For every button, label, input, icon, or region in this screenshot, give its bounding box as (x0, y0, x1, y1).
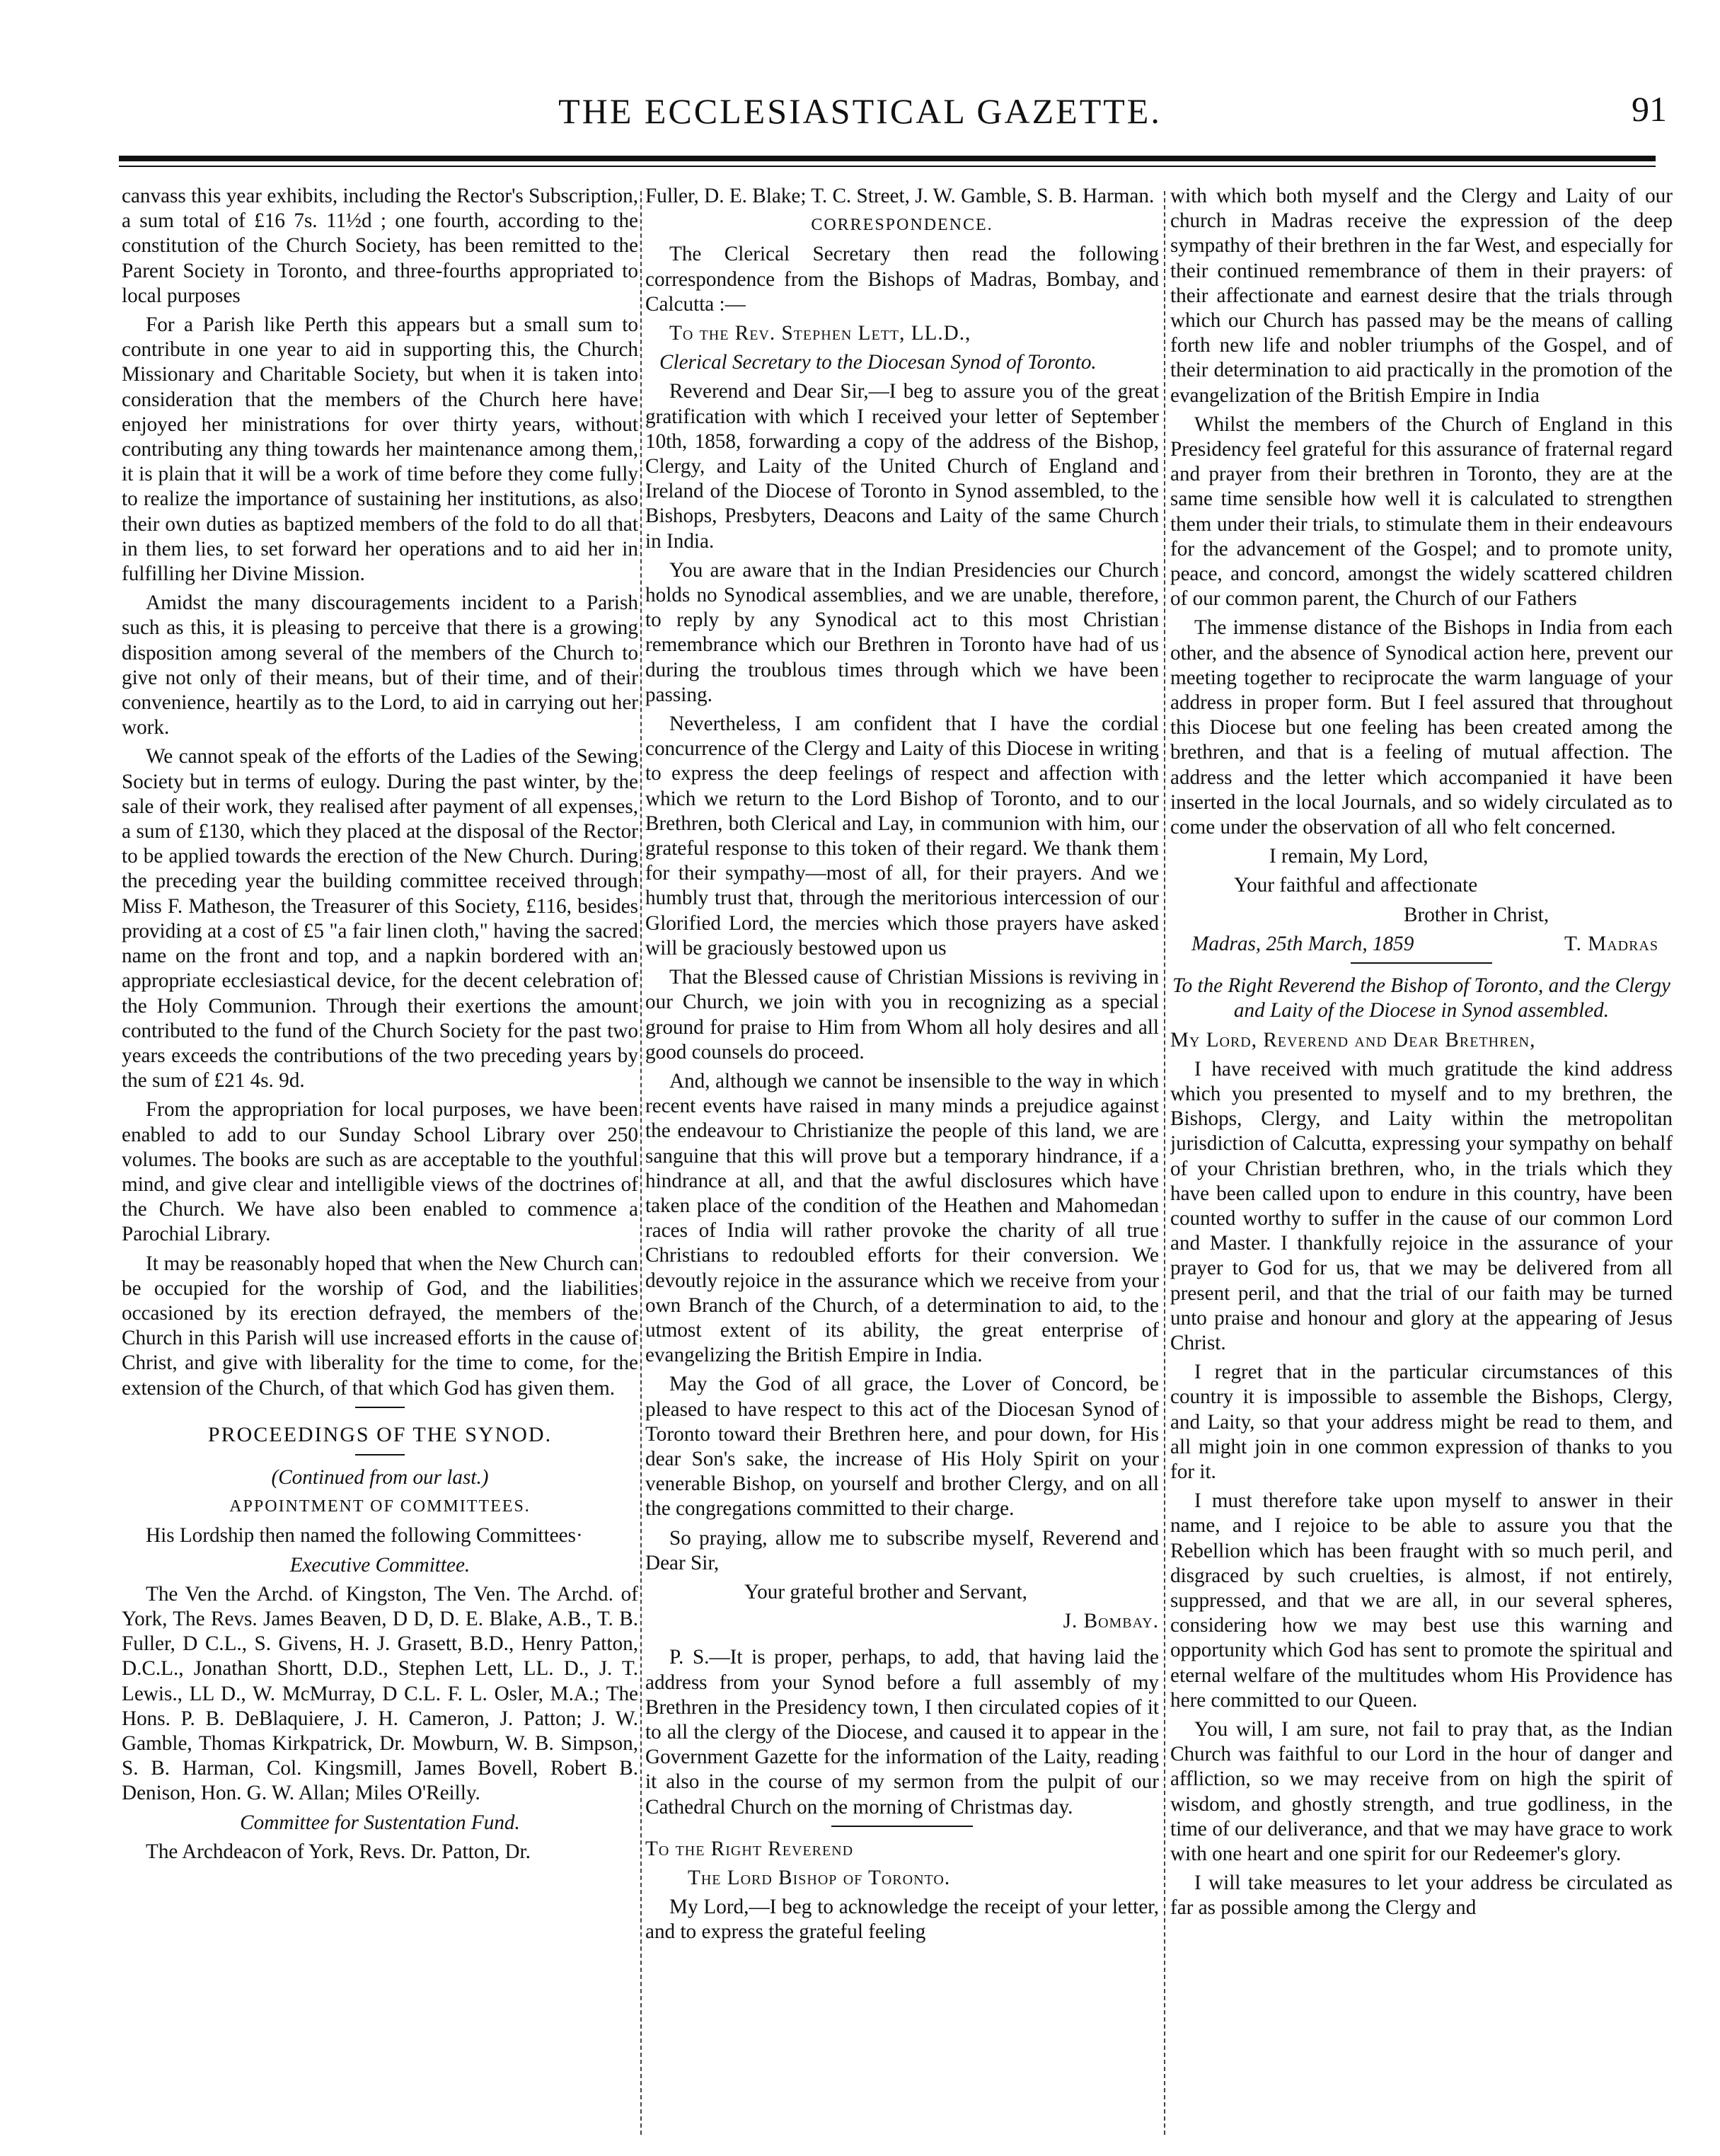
header-rule-thick (119, 156, 1656, 161)
signature-line: Your grateful brother and Servant, (744, 1580, 1027, 1603)
paragraph: with which both myself and the Clergy and Laity of our church in Madras receive the expression of the deep sympathy of their brethren in the far West, and especially for their continued remembrance of them in their prayers: of their affectionate and earnest desire that the trials through which our Church has passed may be the means of calling forth new life and nobler triumphs of the Gospel, and of their determination to aid practically in the promotion of the evangelization of the British Empire in India (1170, 185, 1673, 407)
column-2 (645, 184, 1159, 2142)
subheading: APPOINTMENT OF COMMITTEES. (229, 1497, 531, 1516)
letter-address: To the Right Reverend (645, 1837, 854, 1860)
paragraph: Nevertheless, I am confident that I have the cordial concurrence of the Clergy and Laity of this Diocese in writing to express the deep feelings of respect and affection with which we return to the Lord Bishop of Toronto, and to our Brethren, both Clerical and Lay, in communion with him, our grateful response to this token of their regard. We thank them for their sympathy—most of all, for their prayers. And we humbly trust that, through the meritorious intercession of our Glorified Lord, the mercies which those prayers have asked will be graciously bestowed upon us (645, 713, 1159, 959)
paragraph: The Archdeacon of York, Revs. Dr. Patton, Dr. (146, 1840, 531, 1863)
paragraph: You are aware that in the Indian Presidencies our Church holds no Synodical assemblies, and we are unable, therefore, to reply by any Synodical act to this most Christian remembrance which our Brethren in Toronto have had of us during the troublous times through which we have been passing. (645, 558, 1159, 706)
section-rule (831, 1826, 973, 1827)
paragraph: I have received with much gratitude the kind address which you presented to myself and to my brethren, the Bishops, Clergy, and Laity within the metropolitan jurisdiction of Calcutta, expressing your sympathy on behalf of your Christian brethren, who, in the trials which they have been called upon to endure in this country, have been counted worthy to suffer in the cause of our common Lord and Master. I thankfully rejoice in the assurance of your prayer to God for us, that we may be delivered from all present peril, and that the trial of our faith may be turned unto praise and honour and glory at the appearing of Jesus Christ. (1170, 1057, 1673, 1354)
letter-date: Madras, 25th March, 1859 (1191, 932, 1414, 955)
column-1 (122, 184, 638, 2142)
section-rule (355, 1407, 405, 1408)
paragraph: canvass this year exhibits, including the Rector's Subscription, a sum total of £16 7s. 11½d ; one fourth, according to the constitution of the Church Society, has been remitted to the Parent Society in Toronto, and three-fourths appropriated to local purposes (122, 185, 638, 307)
continued-note: (Continued from our last.) (271, 1465, 489, 1489)
paragraph: The immense distance of the Bishops in India from each other, and the absence of Synodical action here, prevent our meeting together to reciprocate the warm language of your address in proper form. But I feel assured that throughout this Diocese but one feeling has been created among the brethren, and that is a feeling of mutual affection. The address and the letter which accompanied it have been inserted in the local Journals, and so widely circulated as to come under the observation of all who felt concerned. (1170, 616, 1673, 839)
paragraph: May the God of all grace, the Lover of Concord, be pleased to have respect to this act of the Diocesan Synod of Toronto toward their Brethren here, and pour down, for His dear Son's sake, the increase of His Holy Spirit on your venerable Bishop, on yourself and brother Clergy, and on all the congregations committed to their charge. (645, 1373, 1159, 1521)
paragraph: I regret that in the particular circumstances of this country it is impossible to assemble the Bishops, Clergy, and Laity, so that your address might be read to them, and all might join in one common expression of thanks to you for it. (1170, 1361, 1673, 1483)
committee-title: Committee for Sustentation Fund. (240, 1811, 520, 1834)
section-heading: PROCEEDINGS OF THE SYNOD. (207, 1422, 553, 1446)
paragraph: So praying, allow me to subscribe myself, Reverend and Dear Sir, (645, 1526, 1159, 1574)
paragraph: That the Blessed cause of Christian Missions is reviving in our Church, we join with you in recognizing as a special ground for praise to Him from Whom all holy desires and all good counsels do proceed. (645, 966, 1159, 1063)
paragraph: P. S.—It is proper, perhaps, to add, that having laid the address from your Synod before a full assembly of my Brethren in the Presidency town, I then circulated copies of it to all the clergy of the Diocese, and caused it to appear in the Government Gazette for the information of the Laity, reading it also in the course of my sermon from the pulpit of our Cathedral Church on the morning of Christmas day. (645, 1646, 1159, 1818)
paragraph: The Clerical Secretary then read the following correspondence from the Bishops of Madras, Bombay, and Calcutta :— (645, 243, 1159, 316)
signature-line: Brother in Christ, (1404, 903, 1549, 926)
column-divider-1 (640, 191, 642, 2135)
paragraph: It may be reasonably hoped that when the New Church can be occupied for the worship of God, and the liabilities occasioned by its erection defrayed, the members of the Church in this Parish will use increased efforts in the cause of Christ, and give with liberality for the time to come, for the extension of the Church, of that which God has given them. (122, 1252, 638, 1400)
letter-address: To the Right Reverend the Bishop of Toronto, and the Clergy and Laity of the Diocese in Synod assembled. (1172, 974, 1670, 1022)
paragraph: You will, I am sure, not fail to pray that, as the Indian Church was faithful to our Lord in the hour of danger and affliction, so we may receive from on high the spirit of wisdom, and ghostly strength, and true godliness, in the time of our deliverance, and that we may have grace to work with one heart and one spirit for our Redeemer's glory. (1170, 1717, 1673, 1865)
signature-name: J. Bombay. (1063, 1610, 1159, 1633)
salutation: My Lord, Reverend and Dear Brethren, (1170, 1028, 1536, 1051)
subheading: CORRESPONDENCE. (811, 216, 993, 235)
signature-line: I remain, My Lord, (1269, 845, 1428, 868)
paragraph: Whilst the members of the Church of England in this Presidency feel grateful for this assurance of fraternal regard and prayer from their brethren in Toronto, they are at the same time sensible how well it is calculated to strengthen them under their trials, to stimulate them in their endeavours for the advancement of the Gospel; and to promote unity, peace, and concord, amongst the widely scattered children of our common parent, the Church of our Fathers (1170, 413, 1673, 611)
paragraph: I will take measures to let your address be circulated as far as possible among the Clergy and (1170, 1872, 1673, 1920)
paragraph: His Lordship then named the following Committees· (146, 1524, 583, 1547)
column-3 (1170, 184, 1673, 2142)
committee-title: Executive Committee. (289, 1553, 471, 1576)
paragraph: We cannot speak of the efforts of the Ladies of the Sewing Society but in terms of eulogy. During the past winter, by the sale of their work, they realised after payment of all expenses, a sum of £130, which they placed at the disposal of the Rector to be applied towards the erection of the New Church. During the preceding year the building committee received through Miss F. Matheson, the Treasurer of this Society, £116, besides providing at a cost of £5 "a fair linen cloth," having the sacred name on the front and top, and a napkin bordered with an appropriate ecclesiastical device, for the decent celebration of the Holy Communion. Through their exertions the amount contributed to the fund of the Church Society for the past two years exceeds the contributions of the two preceding years by the sum of £21 4s. 9d. (122, 745, 638, 1093)
newspaper-title: THE ECCLESIASTICAL GAZETTE. (558, 91, 1162, 131)
letter-address: The Lord Bishop of Toronto. (688, 1867, 951, 1889)
page-header (0, 0, 1720, 142)
letter-address: To the Rev. Stephen Lett, LL.D., (669, 322, 971, 345)
section-rule (1351, 962, 1492, 964)
paragraph: Amidst the many discouragements incident to a Parish such as this, it is pleasing to perceive that there is a growing disposition among several of the members of the Church to give not only of their means, but of their time, and of their convenience, heartily as to the Lord, to aid in carrying out her work. (122, 592, 638, 739)
paragraph: I must therefore take upon myself to answer in their name, and I rejoice to be able to assure you that the Rebellion which has been fraught with so much peril, and disgraced by such cruelties, is almost, if not entirely, suppressed, and that we are all, in our several spheres, considering how we may best use this warning and opportunity which God has sent to promote the spiritual and eternal welfare of the multitudes whom His Providence has here committed to our Queen. (1170, 1489, 1673, 1712)
column-divider-2 (1164, 191, 1165, 2135)
paragraph: Reverend and Dear Sir,—I beg to assure you of the great gratification with which I received your letter of September 10th, 1858, forwarding a copy of the address of the Bishop, Clergy, and Laity of the United Church of England and Ireland of the Diocese of Toronto in Synod assembled, to the Bishops, Presbyters, Deacons and Laity of the same Church in India. (645, 380, 1159, 553)
paragraph: For a Parish like Perth this appears but a small sum to contribute in one year to aid in supporting this, the Church Missionary and Charitable Society, but when it is taken into consideration that the members of the Church here have enjoyed her ministrations for over thirty years, without contributing any thing towards her maintenance among them, it is plain that it will be a work of time before they come fully to realize the importance of sustaining her institutions, as also their own duties as baptized members of the fold to do all that in them lies, to set forward her operations and to aid her in fulfilling her Divine Mission. (122, 313, 638, 586)
section-rule (355, 1454, 405, 1455)
paragraph: From the appropriation for local purposes, we have been enabled to add to our Sunday School Library over 250 volumes. The books are such as are acceptable to the youthful mind, and give clear and intelligible views of the doctrines of the Church. We have also been enabled to commence a Parochial Library. (122, 1098, 638, 1246)
signature-line: Your faithful and affectionate (1234, 874, 1478, 897)
header-rule-thin (119, 166, 1656, 167)
paragraph: Fuller, D. E. Blake; T. C. Street, J. W. Gamble, S. B. Harman. (645, 185, 1155, 207)
signature-dateline (1170, 932, 1673, 957)
paragraph: The Ven the Archd. of Kingston, The Ven. The Archd. of York, The Revs. James Beaven, D D, D. E. Blake, A.B., T. B. Fuller, D C.L., S. Givens, H. J. Grasett, B.D., Henry Patton, D.C.L., Jonathan Shortt, D.D., Stephen Lett, LL. D., J. T. Lewis., LL D., W. McMurray, D C.L. F. L. Osler, M.A.; The Hons. P. B. DeBlaquiere, J. H. Cameron, J. Patton; J. W. Gamble, Thomas Kirkpatrick, Dr. Mowburn, W. B. Simpson, S. B. Harman, Col. Kingsmill, James Bovell, Robert B. Denison, Hon. G. W. Allan; Miles O'Reilly. (122, 1582, 638, 1805)
signature-name: T. Madras (1564, 932, 1658, 955)
page-number: 91 (1632, 89, 1667, 129)
letter-address: Clerical Secretary to the Diocesan Synod of Toronto. (659, 351, 1097, 374)
paragraph: And, although we cannot be insensible to the way in which recent events have raised in many minds a prejudice against the endeavour to Christianize the people of this land, we are sanguine that this will prove but a temporary hindrance, if a hindrance at all, and that the awful disclosures which have taken place of the condition of the Heathen and Mahomedan races of India will rather provoke the charity of all true Christians to redoubled efforts for their conversion. We devoutly rejoice in the assurance which we receive from your own Branch of the Church, of a determination to aid, to the utmost extent of its ability, the great enterprise of evangelizing the British Empire in India. (645, 1069, 1159, 1367)
paragraph: My Lord,—I beg to acknowledge the receipt of your letter, and to express the grateful feeling (645, 1896, 1159, 1944)
